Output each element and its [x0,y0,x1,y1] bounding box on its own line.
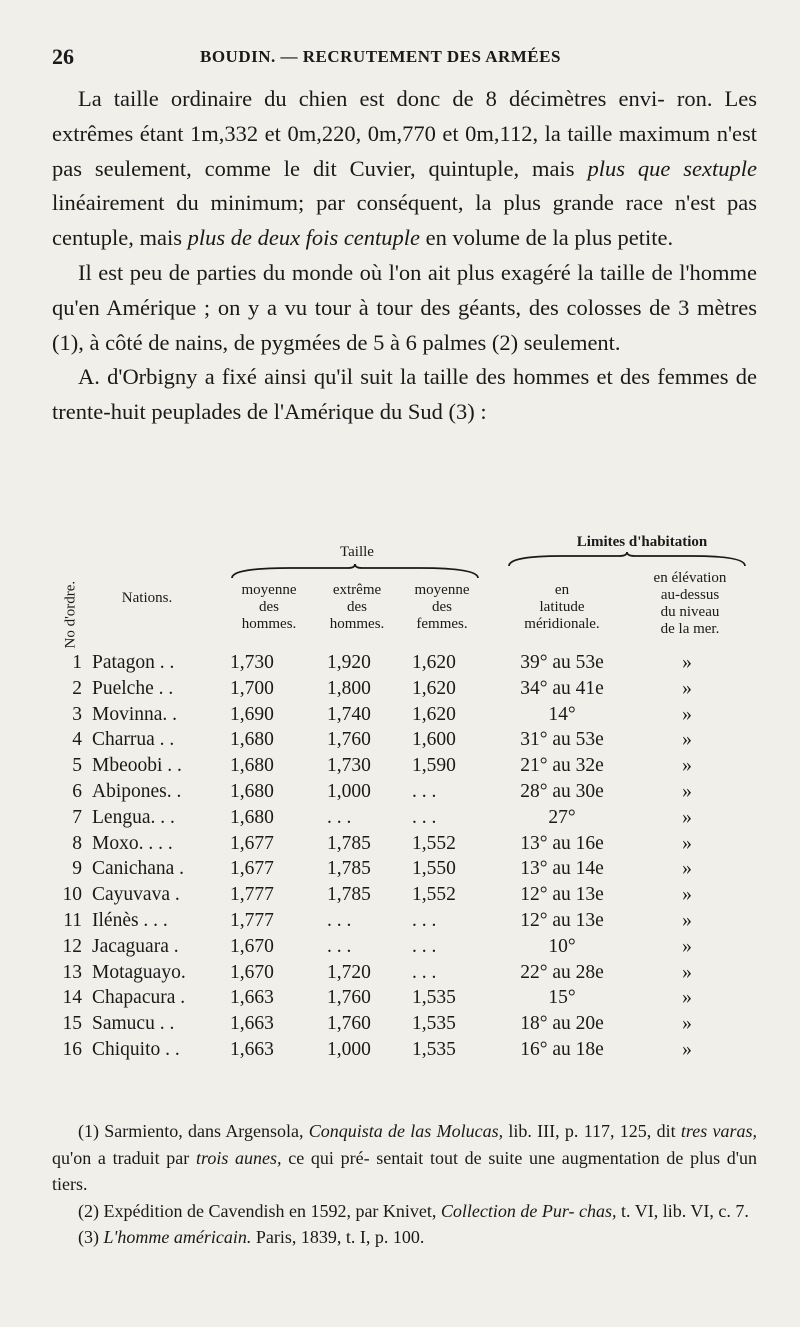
cell-f: . . . [412,935,437,957]
cell-e: . . . [327,935,352,957]
fn1-b: lib. III, [503,1121,560,1141]
page-header [52,44,752,76]
cell-f: 1,552 [412,884,456,906]
col-lat-l3: méridionale. [524,616,600,632]
footnote-3 [52,1224,757,1251]
fn2-it2: chas, [579,1200,617,1221]
col-altitude [630,570,750,638]
cell-n: 6 [72,780,82,802]
cell-n: 16 [62,1038,82,1060]
cell-f: . . . [412,806,437,828]
cell-alt: » [682,703,692,725]
cell-lat: 12° au 13e [520,909,604,931]
p2-line-b: taille de l'homme qu'en Amérique ; on y a vu tour à tour [52,259,758,320]
cell-lat: 16° au 18e [520,1038,604,1060]
col-lat-l1: en [554,582,570,598]
cell-alt: » [682,729,692,751]
col-extreme-hommes [312,582,402,633]
cell-name: Movinna. . [92,703,178,725]
cell-f: 1,535 [412,1013,456,1035]
cell-name: Ilénès . . . [92,909,168,931]
table-row [52,727,757,753]
cell-h: 1,677 [230,858,274,880]
fn1-e: ce qui pré- [281,1147,370,1168]
cell-lat: 27° [548,806,576,828]
cell-lat: 13° au 16e [520,832,604,854]
cell-h: 1,677 [230,832,274,854]
p1-line-d1: quintuple, mais [428,155,588,181]
table-header [52,532,757,652]
paragraph-2 [52,256,757,360]
cell-name: Jacaguara . [92,935,179,957]
table-row [52,934,757,960]
cell-alt: » [682,1038,692,1060]
cell-name: Chapacura . [92,987,186,1009]
taille-group-header: Taille [340,544,374,560]
cell-n: 3 [72,703,82,725]
cell-alt: » [682,909,692,931]
cell-e: 1,760 [327,729,371,751]
table-row [52,779,757,805]
cell-name: Moxo. . . . [92,832,173,854]
p3-line-a: A. d'Orbigny a fixé ainsi qu'il suit la taille des hommes et [78,364,613,390]
table-row [52,882,757,908]
limites-group-header: Limites d'habitation [576,534,708,550]
cell-f: 1,620 [412,703,456,725]
footnotes [52,1118,757,1251]
p1-line-c: la taille maximum n'est pas seulement, comme le dit Cuvier, [52,120,758,181]
fn1-it1: Conquista de las Molucas, [308,1121,504,1141]
col-latitude [497,582,627,633]
col-moy-f-l2: des [432,599,452,615]
cell-f: . . . [412,961,437,983]
col-lat-l2: latitude [539,599,585,615]
cell-n: 15 [62,1013,82,1035]
page-number: 26 [52,44,74,69]
cell-e: 1,740 [327,703,371,725]
p1-line-e: par conséquent, la plus grande race n'est pas centuple, mais [52,190,758,251]
cell-e: 1,800 [327,677,371,699]
cell-lat: 10° [548,935,576,957]
cell-alt: » [682,884,692,906]
cell-e: 1,760 [327,1013,371,1035]
taille-brace [230,564,480,580]
p2-line-c: des géants, des colosses de 3 mètres (1), à côté de nains, de [52,294,758,355]
cell-e: 1,785 [327,832,371,854]
col-moy-f-l1: moyenne [414,582,470,598]
cell-alt: » [682,755,692,777]
cell-n: 5 [72,755,82,777]
cell-n: 4 [72,729,82,751]
table-row [52,702,757,728]
cell-lat: 12° au 13e [520,884,604,906]
cell-name: Canichana . [92,858,185,880]
p3-line-b: des femmes de trente-huit peuplades de l'Amérique du Sud (3) : [52,364,757,425]
body-text [52,82,757,430]
table-row [52,985,757,1011]
cell-alt: » [682,961,692,983]
cell-n: 7 [72,806,82,828]
cell-name: Chiquito . . [92,1038,180,1060]
cell-name: Motaguayo. [92,961,186,983]
cell-lat: 14° [548,703,576,725]
cell-h: 1,680 [230,755,274,777]
table-row [52,960,757,986]
cell-alt: » [682,987,692,1009]
fn2-a: (2) Expédition de Cavendish en 1592, par Knivet, [78,1200,441,1221]
cell-h: 1,663 [230,987,274,1009]
cell-alt: » [682,832,692,854]
cell-alt: » [682,935,692,957]
col-moy-h-l3: hommes. [241,616,297,632]
cell-f: 1,552 [412,832,456,854]
cell-alt: » [682,806,692,828]
table-body [52,650,757,1063]
cell-lat: 18° au 20e [520,1013,604,1035]
fn3-it: L'homme américain. [103,1227,252,1247]
cell-f: 1,550 [412,858,456,880]
cell-e: 1,785 [327,884,371,906]
cell-f: 1,535 [412,987,456,1009]
cell-e: 1,760 [327,987,371,1009]
cell-f: . . . [412,780,437,802]
p1-italic-1: plus que sextuple [587,155,758,181]
cell-name: Mbeoobi . . [92,755,182,777]
cell-n: 14 [62,987,82,1009]
cell-e: 1,785 [327,858,371,880]
p2-line-d: pygmées de 5 à 6 palmes (2) seulement. [260,329,621,355]
col-alt-l3: du niveau [660,604,720,620]
col-alt-l2: au-dessus [660,587,720,603]
cell-f: 1,600 [412,729,456,751]
running-title: BOUDIN. — RECRUTEMENT DES ARMÉES [200,47,561,66]
cell-h: 1,663 [230,1038,274,1060]
cell-h: 1,700 [230,677,274,699]
col-moy-h-l2: des [259,599,279,615]
table-row [52,831,757,857]
col-moyenne-hommes [224,582,314,633]
cell-alt: » [682,858,692,880]
cell-h: 1,680 [230,729,274,751]
col-ordre-label: No d'ordre. [62,580,79,649]
cell-f: 1,620 [412,652,456,673]
col-moy-f-l3: femmes. [416,616,468,632]
cell-name: Charrua . . [92,729,175,751]
cell-h: 1,670 [230,961,274,983]
cell-h: 1,690 [230,703,274,725]
cell-e: 1,000 [327,780,371,802]
cell-lat: 31° au 53e [520,729,604,751]
cell-lat: 28° au 30e [520,780,604,802]
col-nations-header: Nations. [121,590,173,606]
cell-e: . . . [327,806,352,828]
col-ordre-header [56,540,79,650]
cell-n: 10 [62,884,82,906]
cell-alt: » [682,652,692,673]
table-row [52,908,757,934]
cell-h: 1,670 [230,935,274,957]
cell-name: Lengua. . . [92,806,175,828]
table-row [52,676,757,702]
cell-f: . . . [412,909,437,931]
cell-n: 2 [72,677,82,699]
table-row [52,1011,757,1037]
cell-h: 1,680 [230,780,274,802]
footnote-1 [52,1118,757,1198]
col-ext-h-l1: extrême [332,582,382,598]
paragraph-3 [52,360,757,430]
cell-lat: 21° au 32e [520,755,604,777]
table-row [52,805,757,831]
cell-h: 1,680 [230,806,274,828]
cell-n: 8 [72,832,82,854]
cell-name: Cayuvava . [92,884,180,906]
cell-name: Samucu . . [92,1013,175,1035]
p1-line-a: La taille ordinaire du chien est donc de 8 décimètres envi- [78,86,665,111]
cell-n: 11 [63,909,82,931]
p1-italic-2: plus de deux fois centuple [187,225,421,251]
cell-name: Puelche . . [92,677,174,699]
cell-e: 1,730 [327,755,371,777]
cell-e: 1,000 [327,1038,371,1060]
cell-h: 1,730 [230,652,274,673]
cell-alt: » [682,780,692,802]
fn1-it2: tres varas, [680,1121,757,1141]
fn3-b: Paris, 1839, t. I, p. 100. [251,1227,425,1247]
p2-line-a: Il est peu de parties du monde où l'on ait plus exagéré la [78,259,594,285]
cell-lat: 15° [548,987,576,1009]
paragraph-1 [52,82,757,256]
cell-e: . . . [327,909,352,931]
col-moyenne-femmes [397,582,487,633]
cell-alt: » [682,1013,692,1035]
fn1-d: qu'on a traduit par [52,1147,196,1168]
table-row [52,650,757,676]
cell-alt: » [682,677,692,699]
fn1-f: sentait tout de suite une augmentation de plus d'un tiers. [52,1147,758,1194]
cell-n: 9 [72,858,82,880]
col-alt-l4: de la mer. [660,621,720,637]
cell-lat: 39° au 53e [520,652,604,673]
cell-n: 1 [72,652,82,673]
fn2-it: Collection de Pur- [440,1200,575,1221]
cell-name: Abipones. . [92,780,182,802]
fn1-c: p. 117, 125, dit [564,1121,681,1141]
cell-h: 1,777 [230,884,274,906]
cell-f: 1,535 [412,1038,456,1060]
cell-e: 1,720 [327,961,371,983]
cell-f: 1,590 [412,755,456,777]
col-moy-h-l1: moyenne [241,582,297,598]
col-ext-h-l2: des [347,599,367,615]
col-alt-l1: en élévation [653,570,727,586]
footnote-2 [52,1198,757,1225]
fn1-a: (1) Sarmiento, dans Argensola, [78,1121,309,1141]
cell-lat: 22° au 28e [520,961,604,983]
col-ext-h-l3: hommes. [329,616,385,632]
fn3-a: (3) [78,1227,104,1247]
cell-lat: 13° au 14e [520,858,604,880]
cell-lat: 34° au 41e [520,677,604,699]
table-row [52,1037,757,1063]
cell-n: 13 [62,961,82,983]
cell-n: 12 [62,935,82,957]
p1-line-b: ron. Les extrêmes étant 1m,332 et 0m,220, 0m,770 et 0m,112, [52,86,758,146]
cell-h: 1,663 [230,1013,274,1035]
cell-e: 1,920 [327,652,371,673]
p1-line-f: en volume de la plus petite. [420,225,674,251]
cell-f: 1,620 [412,677,456,699]
cell-h: 1,777 [230,909,274,931]
fn1-it3: trois aunes, [195,1147,282,1168]
table-row [52,753,757,779]
fn2-b: t. VI, lib. VI, c. 7. [616,1200,749,1221]
limites-brace [507,552,747,568]
cell-name: Patagon . . [92,652,175,673]
table-row [52,856,757,882]
p1-line-d2: linéairement du minimum; [52,190,305,216]
